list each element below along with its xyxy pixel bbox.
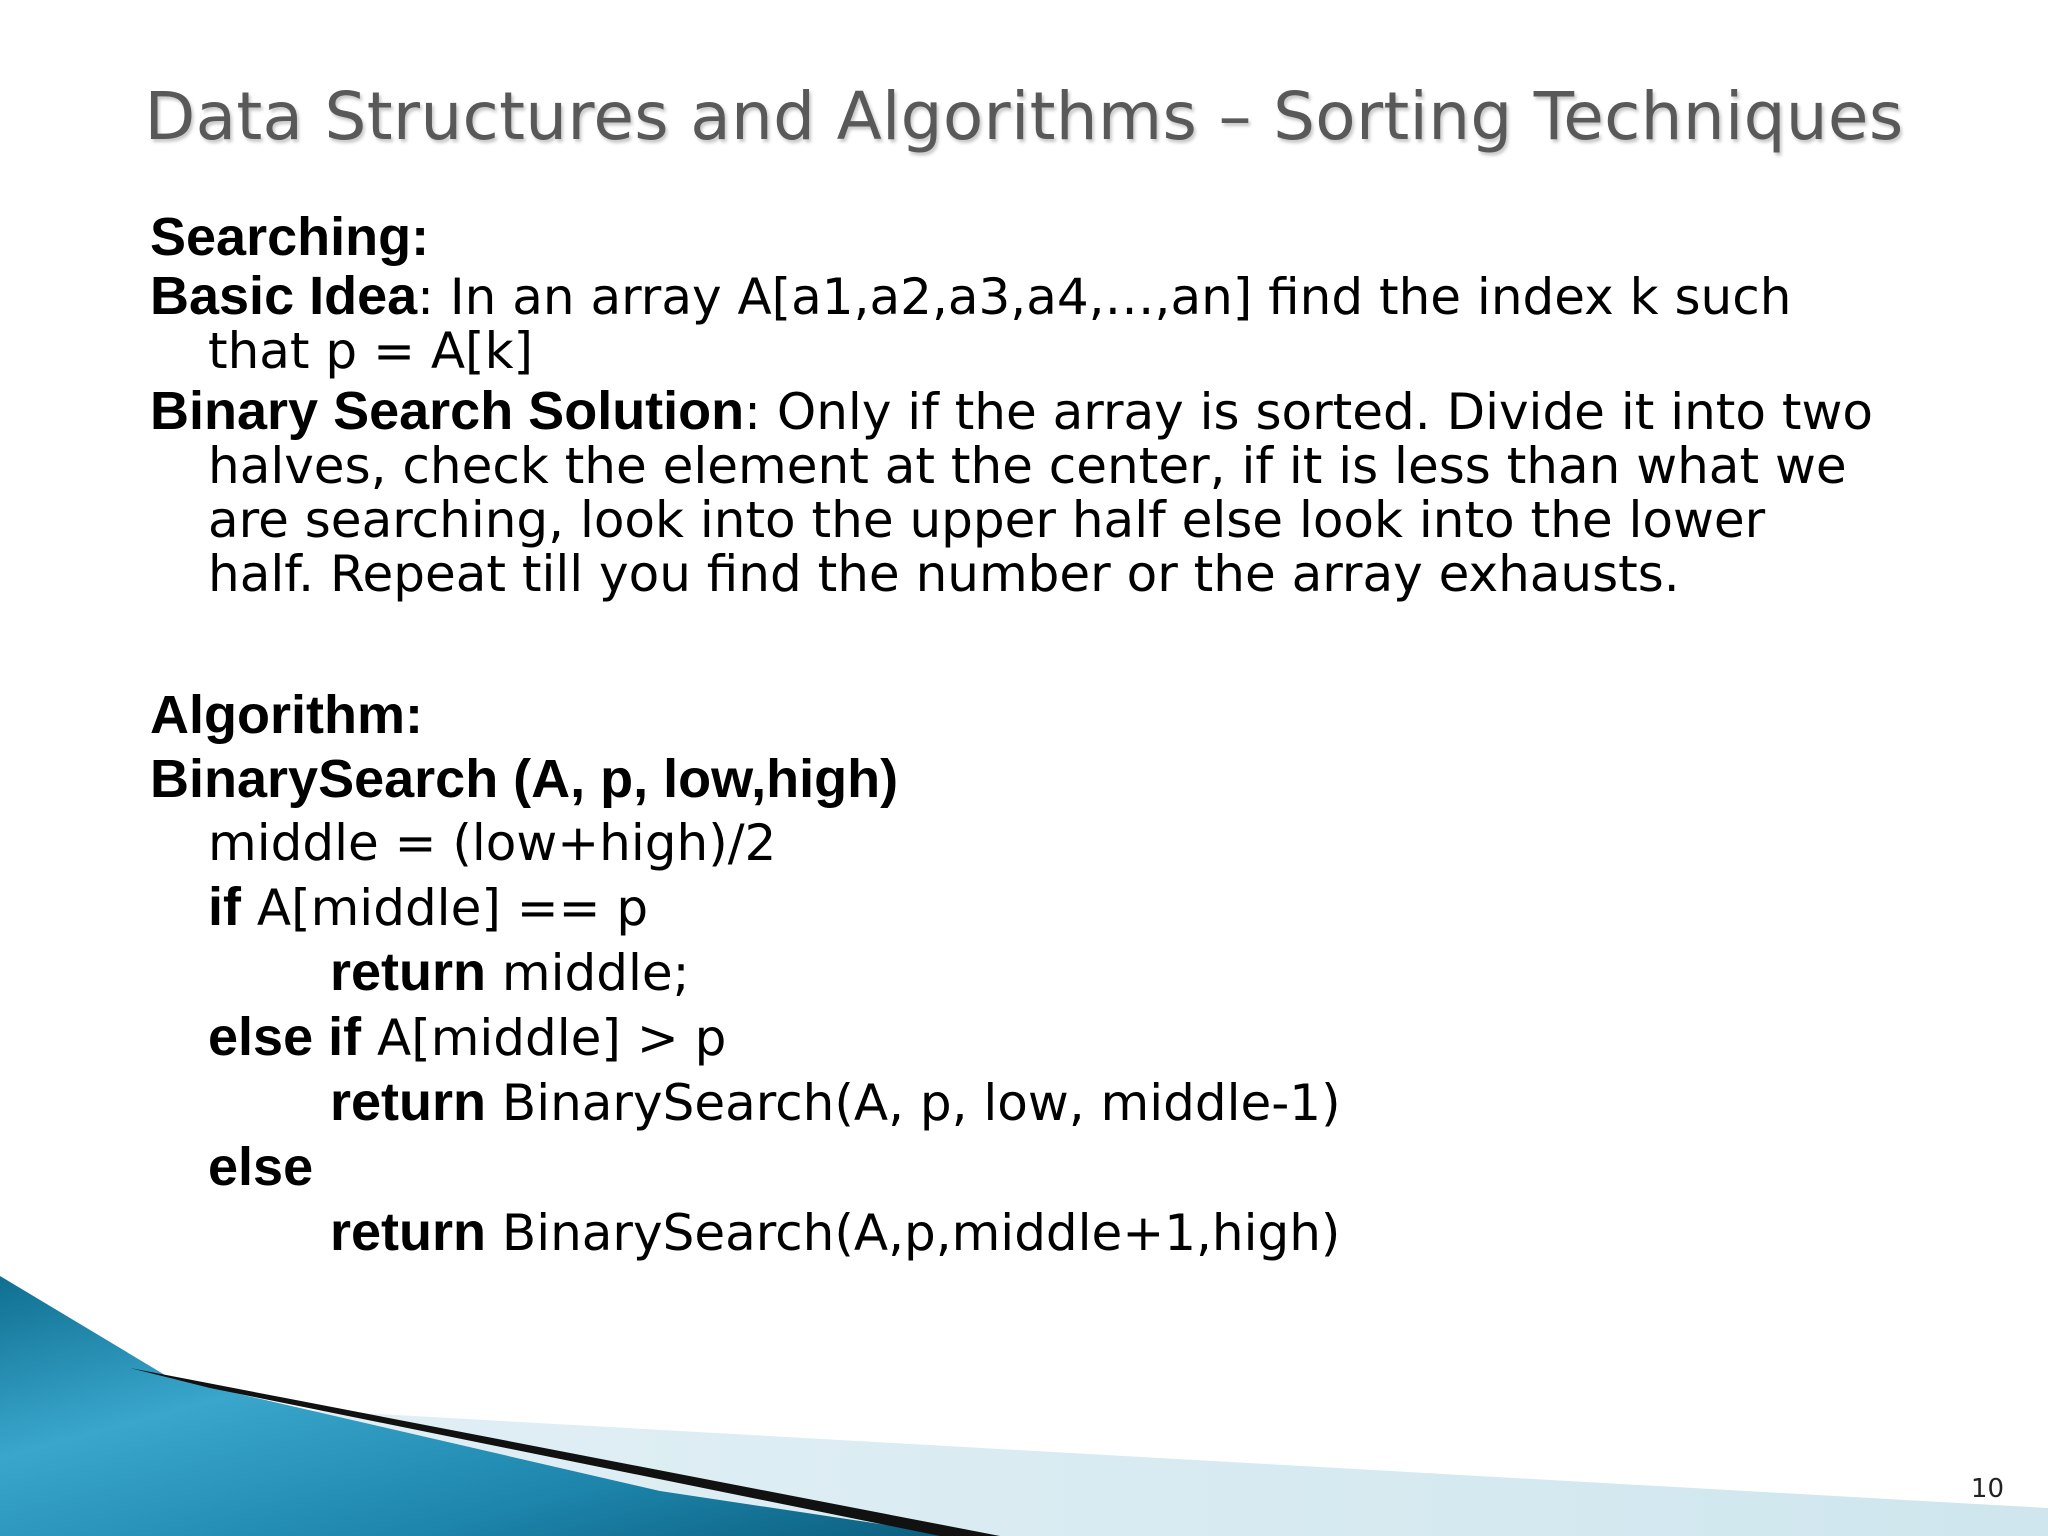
code-line: return middle; <box>330 942 690 1002</box>
keyword-return: return <box>330 1202 487 1262</box>
keyword-return: return <box>330 942 487 1002</box>
decorative-wave <box>0 1276 2048 1536</box>
binary-solution-line: are searching, look into the upper half else look into the lower <box>208 491 1766 549</box>
binary-solution-label: Binary Search Solution <box>150 381 745 441</box>
basic-idea-sep: : <box>417 268 450 326</box>
keyword-else-if: else if <box>208 1007 362 1067</box>
basic-idea-label: Basic Idea <box>150 266 418 326</box>
keyword-else: else <box>208 1137 314 1197</box>
binary-solution-line: half. Repeat till you find the number or the array exhausts. <box>208 545 1680 603</box>
basic-idea-text: In an array A[a1,a2,a3,a4,…,an] find the index k such <box>449 268 1792 326</box>
slide-body <box>150 205 2010 1265</box>
binary-solution-line: Only if the array is sorted. Divide it into two <box>776 383 1873 441</box>
code-line <box>150 1135 2010 1200</box>
page-number: 10 <box>1970 1474 2004 1504</box>
basic-idea-cont: that p = A[k] <box>208 322 534 380</box>
code-line: return BinarySearch(A, p, low, middle-1) <box>330 1072 1341 1132</box>
basic-idea-paragraph <box>150 266 2010 380</box>
spacer <box>150 607 2010 683</box>
keyword-return: return <box>330 1072 487 1132</box>
function-signature: BinarySearch (A, p, low,high) <box>150 749 899 809</box>
binary-solution-paragraph <box>150 381 2010 603</box>
code-line: if A[middle] == p <box>208 877 649 937</box>
slide-title: Data Structures and Algorithms – Sorting Techniques <box>144 78 1904 155</box>
algorithm-heading: Algorithm: <box>150 685 423 745</box>
code-line: else if A[middle] > p <box>208 1007 727 1067</box>
code-line: middle = (low+high)/2 <box>208 814 777 872</box>
code-line: return BinarySearch(A,p,middle+1,high) <box>330 1202 1341 1262</box>
searching-heading: Searching: <box>150 207 430 267</box>
binary-solution-line: halves, check the element at the center, if it is less than what we <box>208 437 1847 495</box>
binary-solution-sep: : <box>744 383 777 441</box>
keyword-if: if <box>208 877 241 937</box>
